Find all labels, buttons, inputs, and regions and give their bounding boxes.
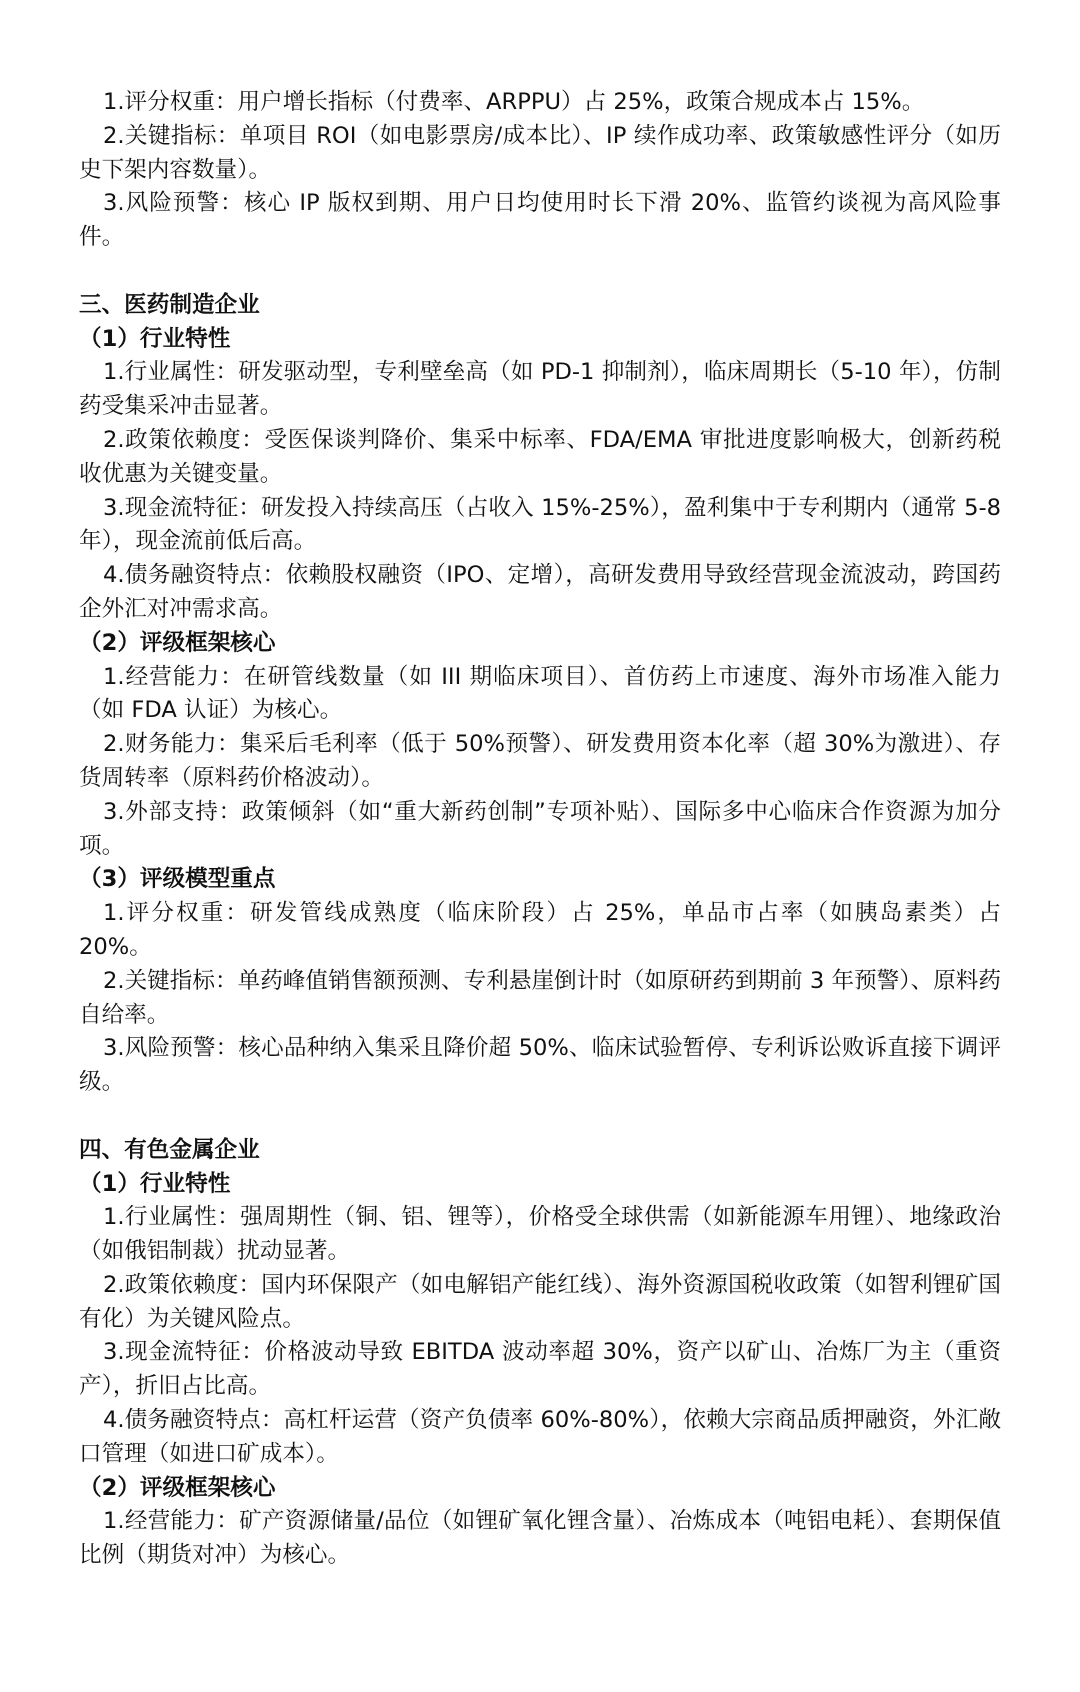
paragraph-key-indicators: 2.关键指标：单项目 ROI（如电影票房/成本比）、IP 续作成功率、政策敏感性评分（如历史下架内容数量）。 xyxy=(79,122,1001,183)
paragraph: 1.行业属性：研发驱动型，专利壁垒高（如 PD-1 抑制剂），临床周期长（5-10 年），仿制药受集采冲击显著。 xyxy=(79,359,1001,420)
paragraph: 2.财务能力：集采后毛利率（低于 50%预警）、研发费用资本化率（超 30%为激进）、存货周转率（原料药价格波动）。 xyxy=(79,731,1001,791)
paragraph-rating-weight: 1.评分权重：用户增长指标（付费率、ARPPU）占 25%，政策合规成本占 15%。 xyxy=(103,89,925,115)
paragraph: 4.债务融资特点：高杠杆运营（资产负债率 60%-80%），依赖大宗商品质押融资，外汇敞口管理（如进口矿成本）。 xyxy=(79,1407,1001,1467)
paragraph: 2.政策依赖度：受医保谈判降价、集采中标率、FDA/EMA 审批进度影响极大，创新药税收优惠为关键变量。 xyxy=(79,426,1001,487)
section-heading: 三、医药制造企业 xyxy=(79,291,260,318)
subsection-heading: （3）评级模型重点 xyxy=(79,866,276,893)
paragraph: 2.政策依赖度：国内环保限产（如电解铝产能红线）、海外资源国税收政策（如智利锂矿国有化）为关键风险点。 xyxy=(79,1271,1001,1332)
paragraph: 3.外部支持：政策倾斜（如“重大新药创制”专项补贴）、国际多中心临床合作资源为加分项。 xyxy=(79,798,1001,859)
paragraph: 4.债务融资特点：依赖股权融资（IPO、定增），高研发费用导致经营现金流波动，跨国药企外汇对冲需求高。 xyxy=(79,562,1001,622)
section-heading: 四、有色金属企业 xyxy=(79,1136,260,1163)
section-gap xyxy=(79,255,1001,289)
paragraph: 1.经营能力：在研管线数量（如 III 期临床项目）、首仿药上市速度、海外市场准入能力（如 FDA 认证）为核心。 xyxy=(79,663,1001,724)
paragraph: 3.现金流特征：价格波动导致 EBITDA 波动率超 30%，资产以矿山、冶炼厂为主（重资产），折旧占比高。 xyxy=(79,1339,1001,1400)
paragraph: 1.评分权重：研发管线成熟度（临床阶段）占 25%，单品市占率（如胰岛素类）占 20%。 xyxy=(79,900,1001,960)
subsection-heading: （1）行业特性 xyxy=(79,1170,231,1197)
paragraph: 3.现金流特征：研发投入持续高压（占收入 15%-25%），盈利集中于专利期内（通常 5-8 年），现金流前低后高。 xyxy=(79,494,1001,555)
subsection-heading: （2）评级框架核心 xyxy=(79,629,276,656)
paragraph: 2.关键指标：单药峰值销售额预测、专利悬崖倒计时（如原研药到期前 3 年预警）、原料药自给率。 xyxy=(79,967,1001,1028)
document-page xyxy=(79,86,1001,1573)
subsection-heading: （1）行业特性 xyxy=(79,325,231,352)
paragraph: 1.经营能力：矿产资源储量/品位（如锂矿氧化锂含量）、冶炼成本（吨铝电耗）、套期保值比例（期货对冲）为核心。 xyxy=(79,1508,1001,1569)
paragraph: 3.风险预警：核心品种纳入集采且降价超 50%、临床试验暂停、专利诉讼败诉直接下调评级。 xyxy=(79,1035,1001,1096)
section-gap xyxy=(79,1100,1001,1134)
paragraph-risk-warning: 3.风险预警：核心 IP 版权到期、用户日均使用时长下滑 20%、监管约谈视为高风险事件。 xyxy=(79,190,1001,251)
paragraph: 1.行业属性：强周期性（铜、铝、锂等），价格受全球供需（如新能源车用锂）、地缘政治（如俄铝制裁）扰动显著。 xyxy=(79,1204,1001,1265)
subsection-heading: （2）评级框架核心 xyxy=(79,1474,276,1501)
